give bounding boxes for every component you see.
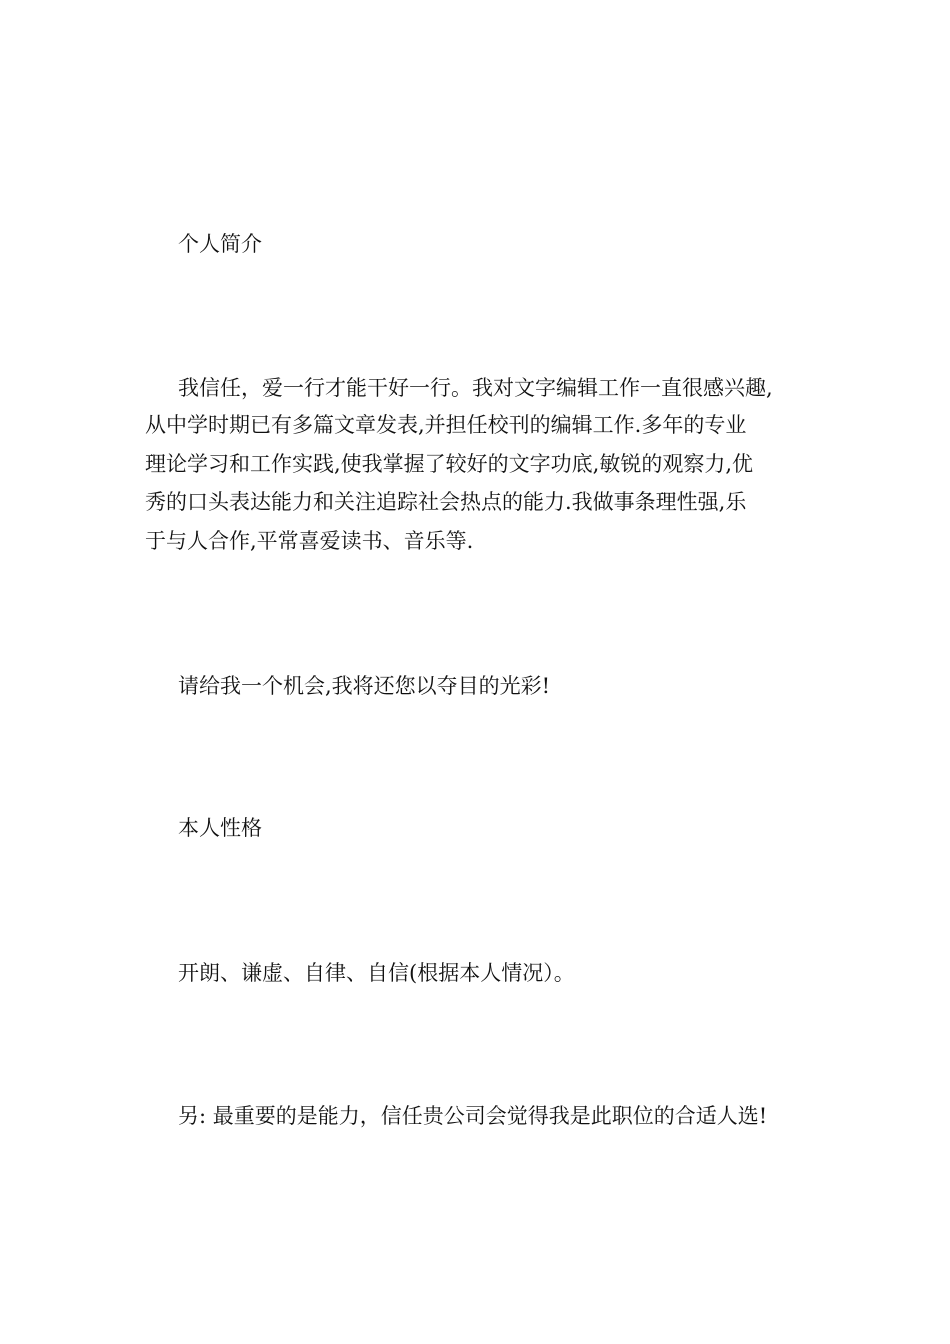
intro-line-3: 理论学习和工作实践,使我掌握了较好的文字功底,敏锐的观察力,优 — [145, 452, 754, 476]
intro-line-5: 于与人合作,平常喜爱读书、音乐等. — [145, 529, 474, 553]
intro-heading: 个人简介 — [178, 232, 262, 256]
personality-heading: 本人性格 — [178, 816, 262, 840]
intro-line-2: 从中学时期已有多篇文章发表,并担任校刊的编辑工作.多年的专业 — [145, 413, 747, 437]
request-line: 请给我一个机会,我将还您以夺目的光彩! — [178, 674, 551, 698]
intro-line-4: 秀的口头表达能力和关注追踪社会热点的能力.我做事条理性强,乐 — [145, 490, 747, 514]
intro-line-1: 我信任，爱一行才能干好一行。我对文字编辑工作一直很感兴趣, — [178, 376, 773, 400]
personality-line: 开朗、谦虚、自律、自信(根据本人情况）。 — [178, 961, 575, 985]
closing-line: 另: 最重要的是能力，信任贵公司会觉得我是此职位的合适人选! — [178, 1104, 768, 1128]
